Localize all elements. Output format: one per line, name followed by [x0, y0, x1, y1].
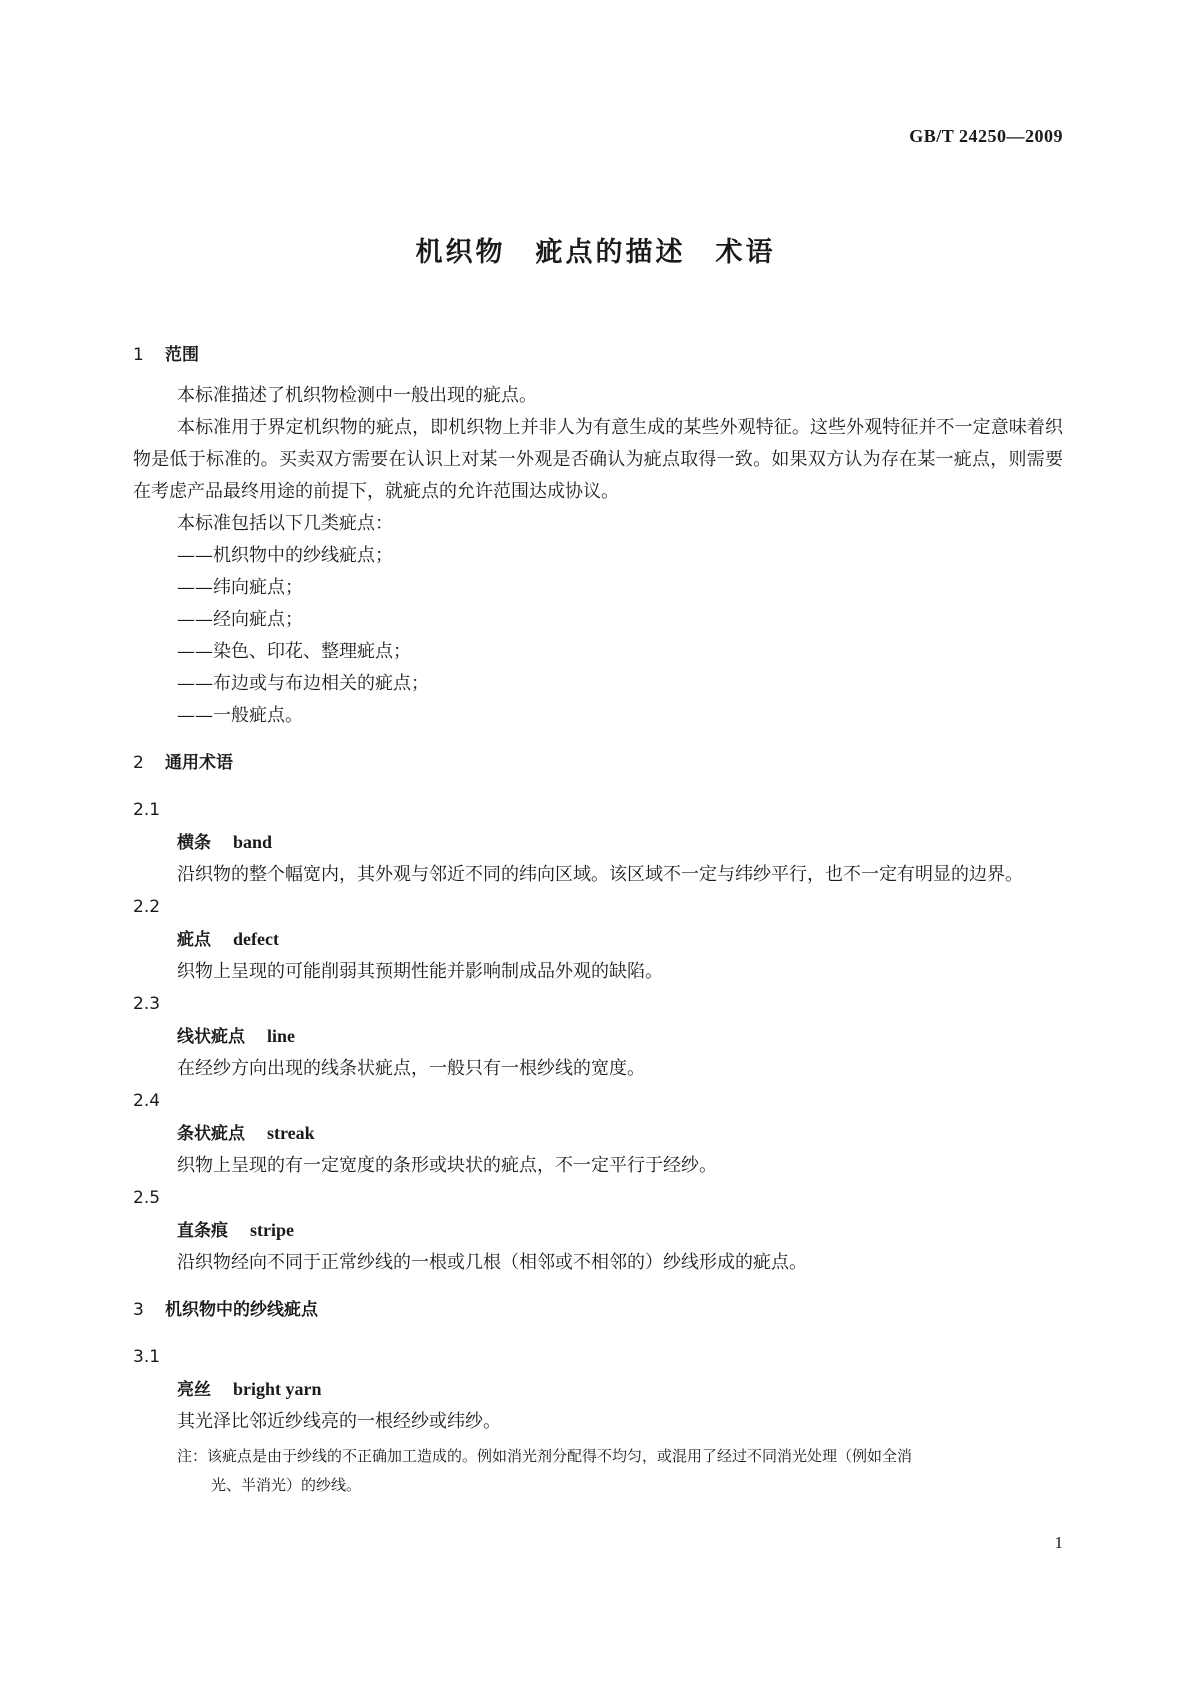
term-note-continued: 光、半消光）的纱线。: [211, 1476, 362, 1494]
document-body: [133, 340, 1063, 1500]
term-number: 2.3: [133, 994, 161, 1014]
term-heading: [133, 1373, 1063, 1406]
term-heading: [133, 1020, 1063, 1053]
term-definition: 其光泽比邻近纱线亮的一根经纱或纬纱。: [177, 1411, 501, 1432]
term-number: 2.1: [133, 800, 161, 820]
paragraph: 本标准描述了机织物检测中一般出现的疵点。: [177, 385, 537, 406]
term-number: 2.4: [133, 1091, 161, 1111]
list-item: ——机织物中的纱线疵点；: [177, 545, 393, 566]
page-number: 1: [1054, 1533, 1063, 1552]
term-note: 注：该疵点是由于纱线的不正确加工造成的。例如消光剂分配得不均匀，或混用了经过不同消光处理（例如全消: [177, 1447, 913, 1465]
section-heading: [133, 1295, 1063, 1325]
section-title: 机织物中的纱线疵点: [165, 1300, 318, 1320]
paragraph: 本标准包括以下几类疵点：: [177, 513, 393, 534]
term-zh: 条状疵点: [177, 1124, 245, 1144]
term-en: streak: [267, 1123, 315, 1143]
term-zh: 直条痕: [177, 1221, 228, 1241]
term-heading: [133, 1117, 1063, 1150]
term-zh: 亮丝: [177, 1380, 211, 1400]
term-number: 2.5: [133, 1188, 161, 1208]
term-zh: 疵点: [177, 930, 211, 950]
standard-code: GB/T 24250—2009: [909, 126, 1063, 146]
term-heading: [133, 826, 1063, 859]
term-definition: 织物上呈现的可能削弱其预期性能并影响制成品外观的缺陷。: [177, 961, 663, 982]
term-number: 3.1: [133, 1347, 161, 1367]
paragraph: 本标准用于界定机织物的疵点，即机织物上并非人为有意生成的某些外观特征。这些外观特征并不一定意味着织物是低于标准的。买卖双方需要在认识上对某一外观是否确认为疵点取得一致。如果双方认为存在某一疵点，则需要在考虑产品最终用途的前提下，就疵点的允许范围达成协议。: [133, 417, 1063, 502]
section-number: 3: [133, 1300, 144, 1320]
term-en: bright yarn: [233, 1379, 322, 1399]
list-item: ——布边或与布边相关的疵点；: [177, 673, 429, 694]
section-number: 2: [133, 753, 144, 773]
section-heading: [133, 340, 1063, 370]
term-heading: [133, 1214, 1063, 1247]
term-definition: 沿织物的整个幅宽内，其外观与邻近不同的纬向区域。该区域不一定与纬纱平行，也不一定有明显的边界。: [177, 864, 1023, 885]
term-en: stripe: [250, 1220, 294, 1240]
section-number: 1: [133, 345, 144, 365]
term-number: 2.2: [133, 897, 161, 917]
term-zh: 横条: [177, 833, 211, 853]
term-en: band: [233, 832, 273, 852]
list-item: ——经向疵点；: [177, 609, 303, 630]
term-en: defect: [233, 929, 279, 949]
term-definition: 在经纱方向出现的线条状疵点，一般只有一根纱线的宽度。: [177, 1058, 645, 1079]
section-title: 通用术语: [165, 753, 233, 773]
term-definition: 沿织物经向不同于正常纱线的一根或几根（相邻或不相邻的）纱线形成的疵点。: [177, 1252, 807, 1273]
list-item: ——染色、印花、整理疵点；: [177, 641, 411, 662]
term-definition: 织物上呈现的有一定宽度的条形或块状的疵点，不一定平行于经纱。: [177, 1155, 717, 1176]
term-zh: 线状疵点: [177, 1027, 245, 1047]
section-title: 范围: [165, 345, 199, 365]
document-title: 机织物 疵点的描述 术语: [415, 237, 776, 268]
list-item: ——一般疵点。: [177, 705, 303, 726]
list-item: ——纬向疵点；: [177, 577, 303, 598]
term-heading: [133, 923, 1063, 956]
section-heading: [133, 748, 1063, 778]
term-en: line: [267, 1026, 296, 1046]
